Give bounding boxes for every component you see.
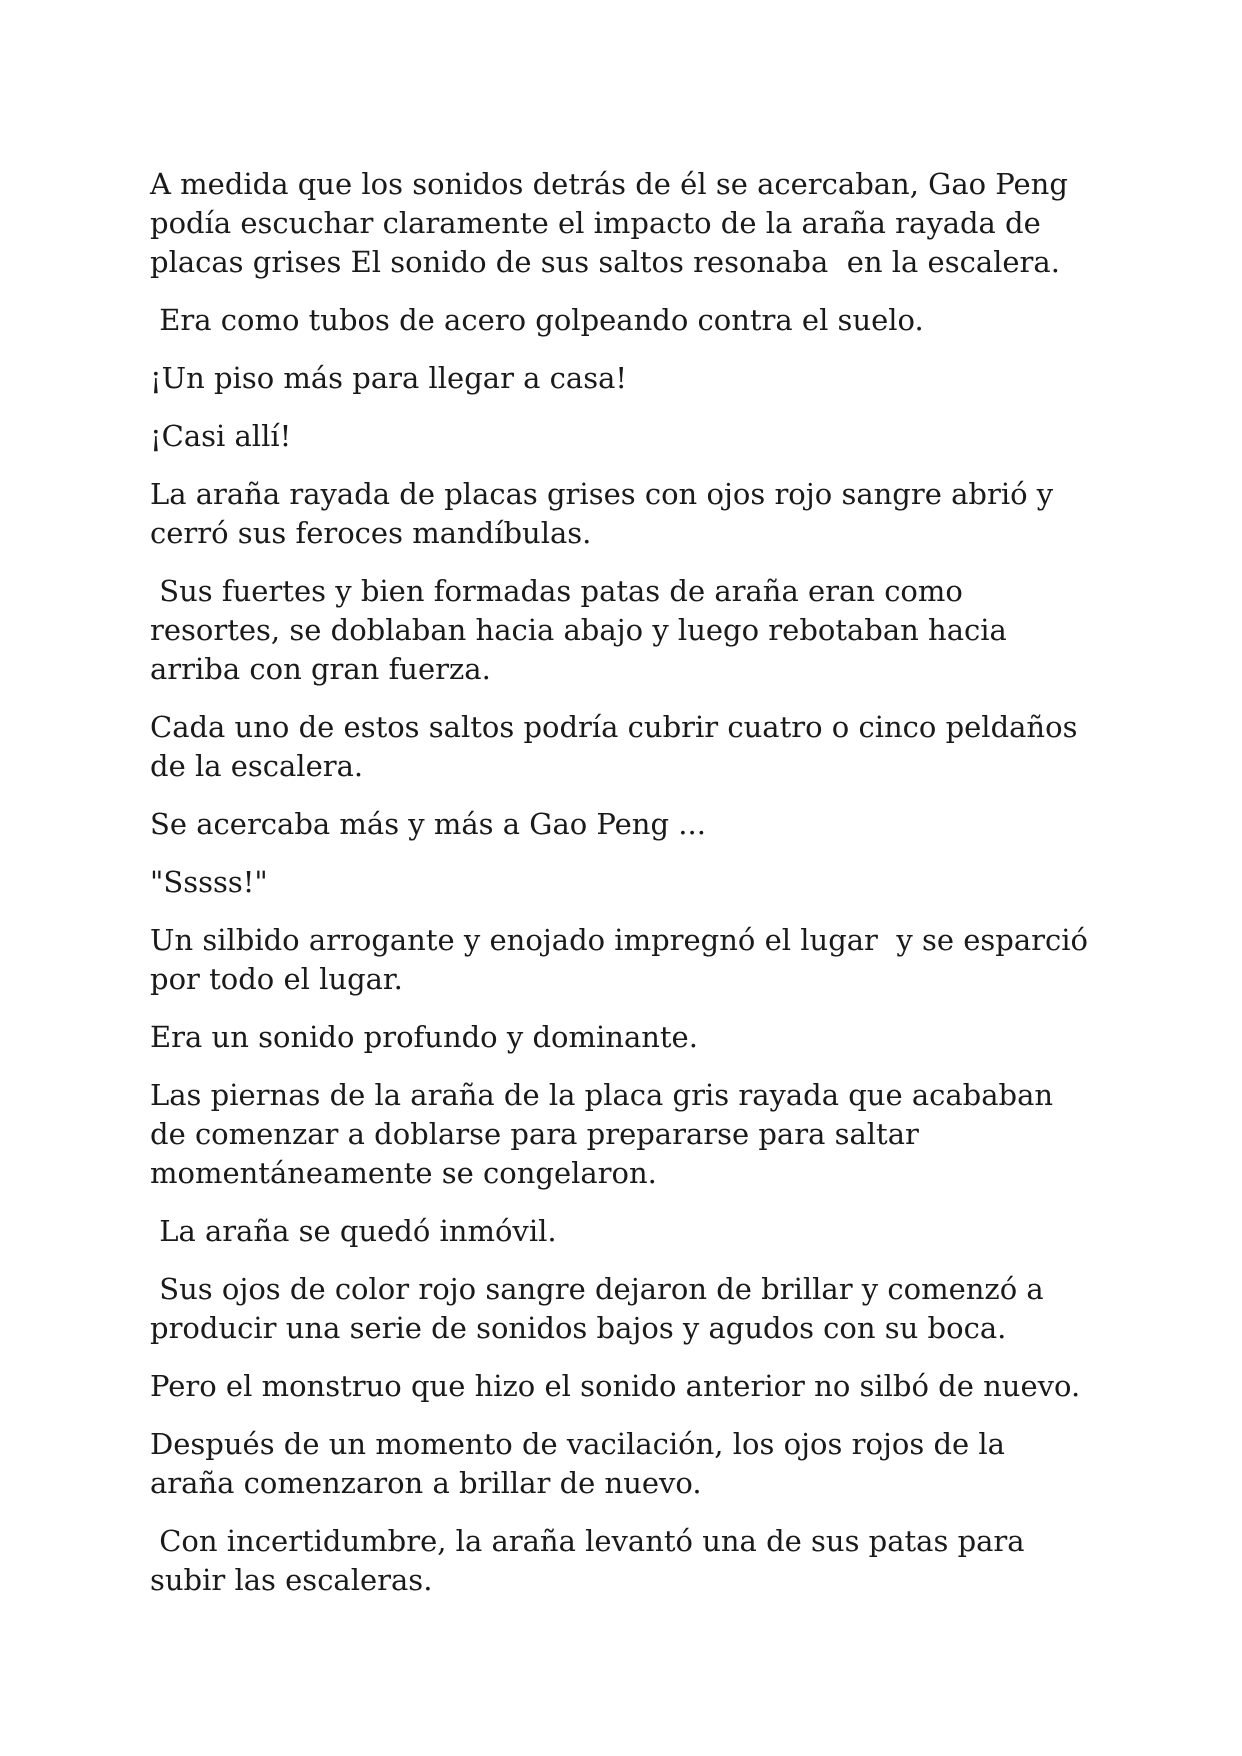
paragraph-12: Las piernas de la araña de la placa gris rayada que acababan de comenzar a doblarse para prepararse para saltar momentáneamente se congelaron. [150,1078,1063,1190]
paragraph-17: Con incertidumbre, la araña levantó una de sus patas para subir las escaleras. [150,1524,1034,1597]
paragraph-2: Era como tubos de acero golpeando contra el suelo. [150,303,924,337]
paragraph-10: Un silbido arrogante y enojado impregnó el lugar y se esparció por todo el lugar. [150,923,1098,996]
paragraph-13: La araña se quedó inmóvil. [150,1214,557,1248]
paragraph-6: Sus fuertes y bien formadas patas de araña eran como resortes, se doblaban hacia abajo y luego rebotaban hacia arriba con gran fuerza. [150,574,1017,686]
paragraph-9: "Sssss!" [150,865,268,899]
paragraph-4: ¡Casi allí! [150,419,292,453]
paragraph-1: A medida que los sonidos detrás de él se acercaban, Gao Peng podía escuchar claramente el impacto de la araña rayada de placas grises El sonido de sus saltos resonaba en la escalera. [150,167,1078,279]
paragraph-11: Era un sonido profundo y dominante. [150,1020,698,1054]
paragraph-3: ¡Un piso más para llegar a casa! [150,361,628,395]
paragraph-5: La araña rayada de placas grises con ojos rojo sangre abrió y cerró sus feroces mandíbulas. [150,477,1063,550]
document-body [150,165,1098,1619]
paragraph-14: Sus ojos de color rojo sangre dejaron de brillar y comenzó a producir una serie de sonidos bajos y agudos con su boca. [150,1272,1053,1345]
paragraph-15: Pero el monstruo que hizo el sonido anterior no silbó de nuevo. [150,1369,1081,1403]
paragraph-7: Cada uno de estos saltos podría cubrir cuatro o cinco peldaños de la escalera. [150,710,1087,783]
paragraph-8: Se acercaba más y más a Gao Peng ... [150,807,706,841]
paragraph-16: Después de un momento de vacilación, los ojos rojos de la araña comenzaron a brillar de nuevo. [150,1427,1015,1500]
